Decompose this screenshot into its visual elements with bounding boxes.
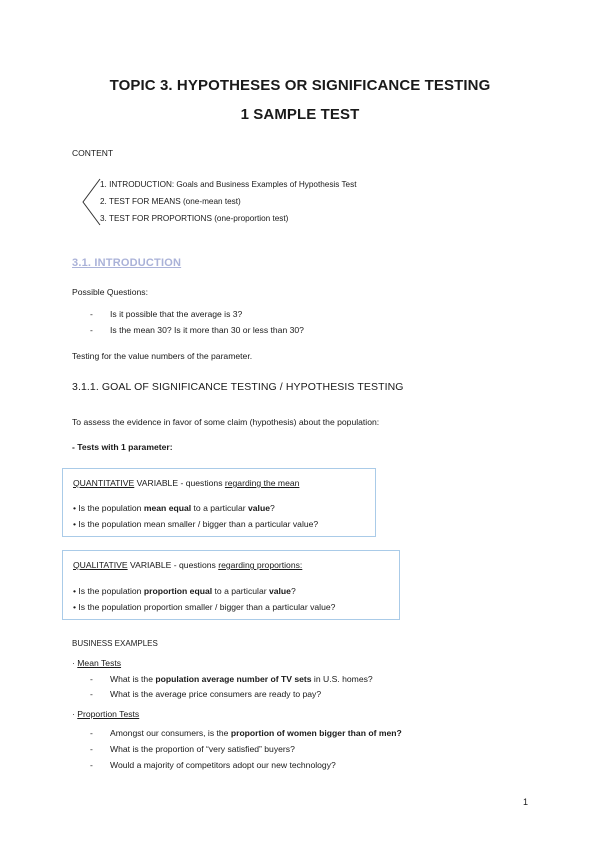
middot-bullet: ·	[72, 709, 75, 719]
bold-text: proportion equal	[143, 586, 213, 596]
text-span: Amongst our consumers, is the	[110, 728, 231, 738]
text-span: What is the	[110, 674, 156, 684]
list-item	[90, 760, 336, 770]
text-span: What is the average price consumers are ready to pay?	[110, 689, 322, 699]
tests-label: - Tests with 1 parameter:	[72, 442, 173, 452]
text-span: • Is the population	[73, 586, 144, 596]
text-span: to a particular	[212, 586, 269, 596]
quantitative-box	[62, 468, 376, 537]
list-item	[90, 309, 242, 319]
text-span: to a particular	[191, 503, 248, 513]
proportion-tests-text: Proportion Tests	[77, 709, 140, 719]
possible-questions-label: Possible Questions:	[72, 287, 148, 297]
quantitative-bullet-1	[73, 503, 275, 513]
question-text: Is the mean 30? Is it more than 30 or less than 30?	[110, 325, 304, 335]
dash-bullet: -	[90, 309, 93, 319]
dash-bullet: -	[90, 728, 93, 738]
list-item	[90, 728, 402, 738]
subheading-goal: 3.1.1. GOAL OF SIGNIFICANCE TESTING / HYPOTHESIS TESTING	[72, 381, 404, 393]
regarding-text: regarding proportions:	[218, 560, 303, 570]
content-label: CONTENT	[72, 148, 114, 158]
variable-rest: VARIABLE - questions	[134, 478, 225, 488]
text-span: • Is the population	[73, 503, 144, 513]
bold-text: value	[248, 503, 270, 513]
section-heading: 3.1. INTRODUCTION	[72, 257, 182, 269]
dash-bullet: -	[90, 760, 93, 770]
list-item	[90, 689, 321, 699]
dash-bullet: -	[90, 744, 93, 754]
variable-word: QUANTITATIVE	[73, 478, 135, 488]
testing-text: Testing for the value numbers of the parameter.	[72, 351, 253, 361]
document-title: TOPIC 3. HYPOTHESES OR SIGNIFICANCE TESTING	[109, 77, 491, 94]
middot-bullet: ·	[72, 658, 75, 668]
text-span: ?	[269, 503, 275, 513]
text-span: Would a majority of competitors adopt our new technology?	[110, 760, 336, 770]
bold-text: proportion of women bigger than of men?	[230, 728, 402, 738]
mean-tests-label	[72, 658, 121, 668]
proportion-tests-label	[72, 709, 139, 719]
bold-text: mean equal	[143, 503, 192, 513]
variable-word: QUALITATIVE	[73, 560, 128, 570]
variable-rest: VARIABLE - questions	[127, 560, 219, 570]
business-examples-label: BUSINESS EXAMPLES	[72, 639, 158, 648]
regarding-text: regarding the mean	[224, 478, 300, 488]
dash-bullet: -	[90, 325, 93, 335]
dash-bullet: -	[90, 674, 93, 684]
text-span: ?	[290, 586, 296, 596]
qualitative-bullet-1	[73, 586, 296, 596]
toc-item-introduction: 1. INTRODUCTION: Goals and Business Examples of Hypothesis Test	[100, 180, 357, 189]
mean-tests-text: Mean Tests	[77, 658, 122, 668]
qualitative-box	[62, 550, 400, 620]
text-span: What is the proportion of “very satisfied” buyers?	[110, 744, 295, 754]
bold-text: value	[268, 586, 291, 596]
document-subtitle: 1 SAMPLE TEST	[240, 106, 360, 123]
dash-bullet: -	[90, 689, 93, 699]
qualitative-heading	[73, 560, 302, 570]
assess-text: To assess the evidence in favor of some claim (hypothesis) about the population:	[72, 417, 380, 427]
quantitative-heading	[73, 478, 299, 488]
toc-item-proportions: 3. TEST FOR PROPORTIONS (one-proportion test)	[100, 214, 289, 223]
qualitative-bullet-2: • Is the population proportion smaller / bigger than a particular value?	[73, 602, 336, 612]
quantitative-bullet-2: • Is the population mean smaller / bigger than a particular value?	[73, 519, 319, 529]
list-item	[90, 674, 373, 684]
list-item	[90, 744, 295, 754]
toc-item-means: 2. TEST FOR MEANS (one-mean test)	[100, 197, 241, 206]
toc-bracket-icon	[80, 176, 102, 228]
list-item	[90, 325, 304, 335]
page-number: 1	[522, 797, 528, 807]
text-span: in U.S. homes?	[311, 674, 373, 684]
bold-text: population average number of TV sets	[155, 674, 312, 684]
question-text: Is it possible that the average is 3?	[110, 309, 243, 319]
